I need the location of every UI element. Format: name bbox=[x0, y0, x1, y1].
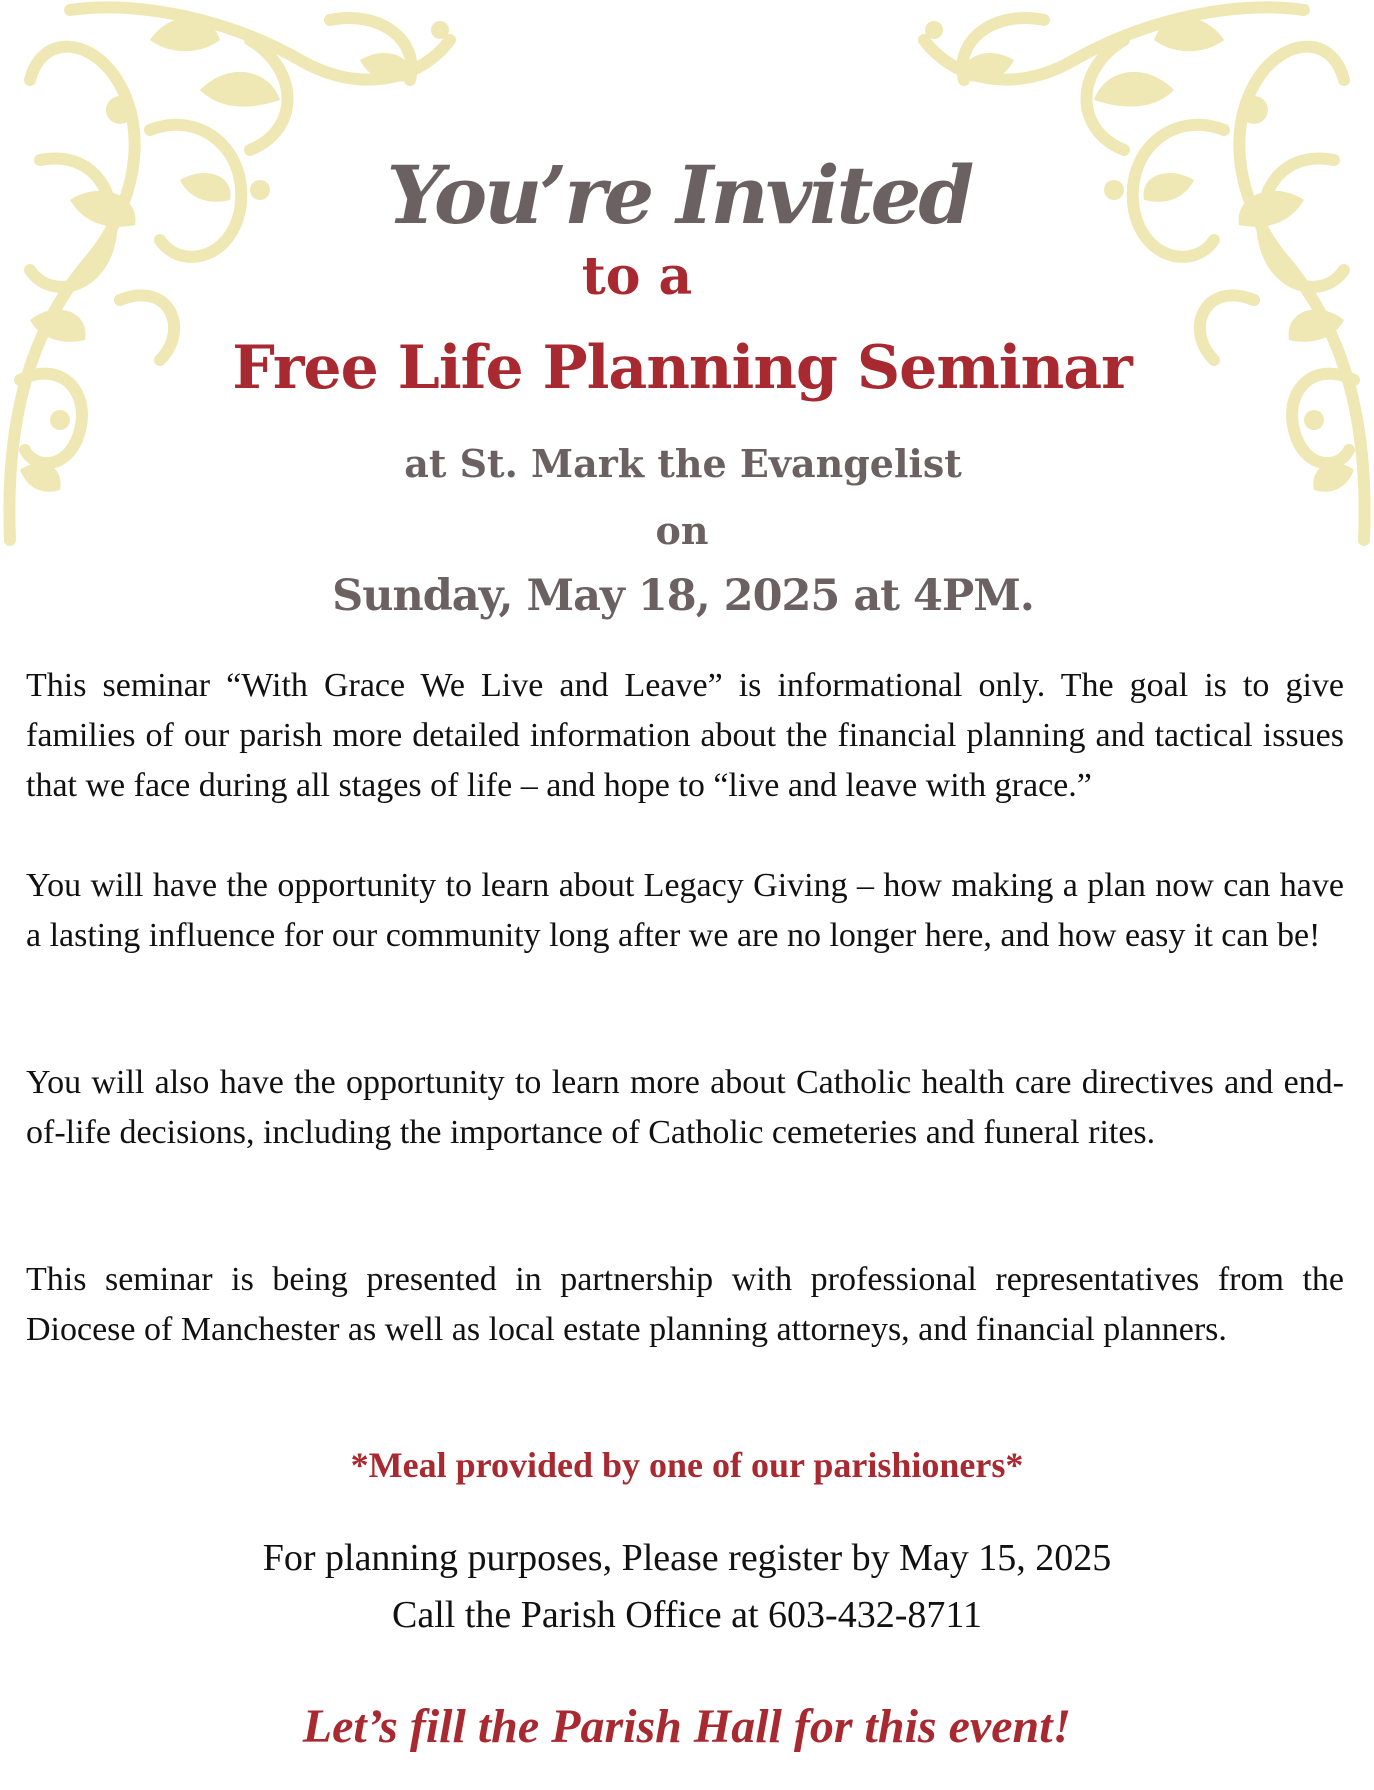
seminar-title: Free Life Planning Seminar bbox=[232, 333, 1132, 403]
closing-line: Let’s fill the Parish Hall for this event! bbox=[302, 1700, 1072, 1753]
meal-note: *Meal provided by one of our parishioners* bbox=[350, 1445, 1024, 1485]
invite-subheading: to a bbox=[581, 246, 693, 307]
body-paragraph: You will also have the opportunity to learn more about Catholic health care directives and end-of-life decisions, including the importance of Catholic cemeteries and funeral rites. bbox=[26, 1064, 1344, 1151]
body-paragraph: This seminar is being presented in partnership with professional representatives from the Diocese of Manchester as well as local estate planning attorneys, and financial planners. bbox=[26, 1261, 1344, 1348]
event-date: Sunday, May 18, 2025 at 4PM. bbox=[332, 571, 1034, 621]
body-paragraph: This seminar “With Grace We Live and Leave” is informational only. The goal is to give families of our parish more detailed information about the financial planning and tactical issues that we face during all stages of life – and hope to “live and leave with grace.” bbox=[26, 667, 1344, 804]
event-location: at St. Mark the Evangelist bbox=[404, 441, 962, 486]
body-paragraph: You will have the opportunity to learn about Legacy Giving – how making a plan now can have a lasting influence for our community long after we are no longer here, and how easy it can be! bbox=[26, 867, 1344, 954]
event-on-label: on bbox=[655, 508, 709, 553]
call-line: Call the Parish Office at 603-432-8711 bbox=[392, 1594, 982, 1636]
invite-heading: You’re Invited bbox=[386, 148, 972, 242]
register-line: For planning purposes, Please register by May 15, 2025 bbox=[262, 1537, 1112, 1579]
